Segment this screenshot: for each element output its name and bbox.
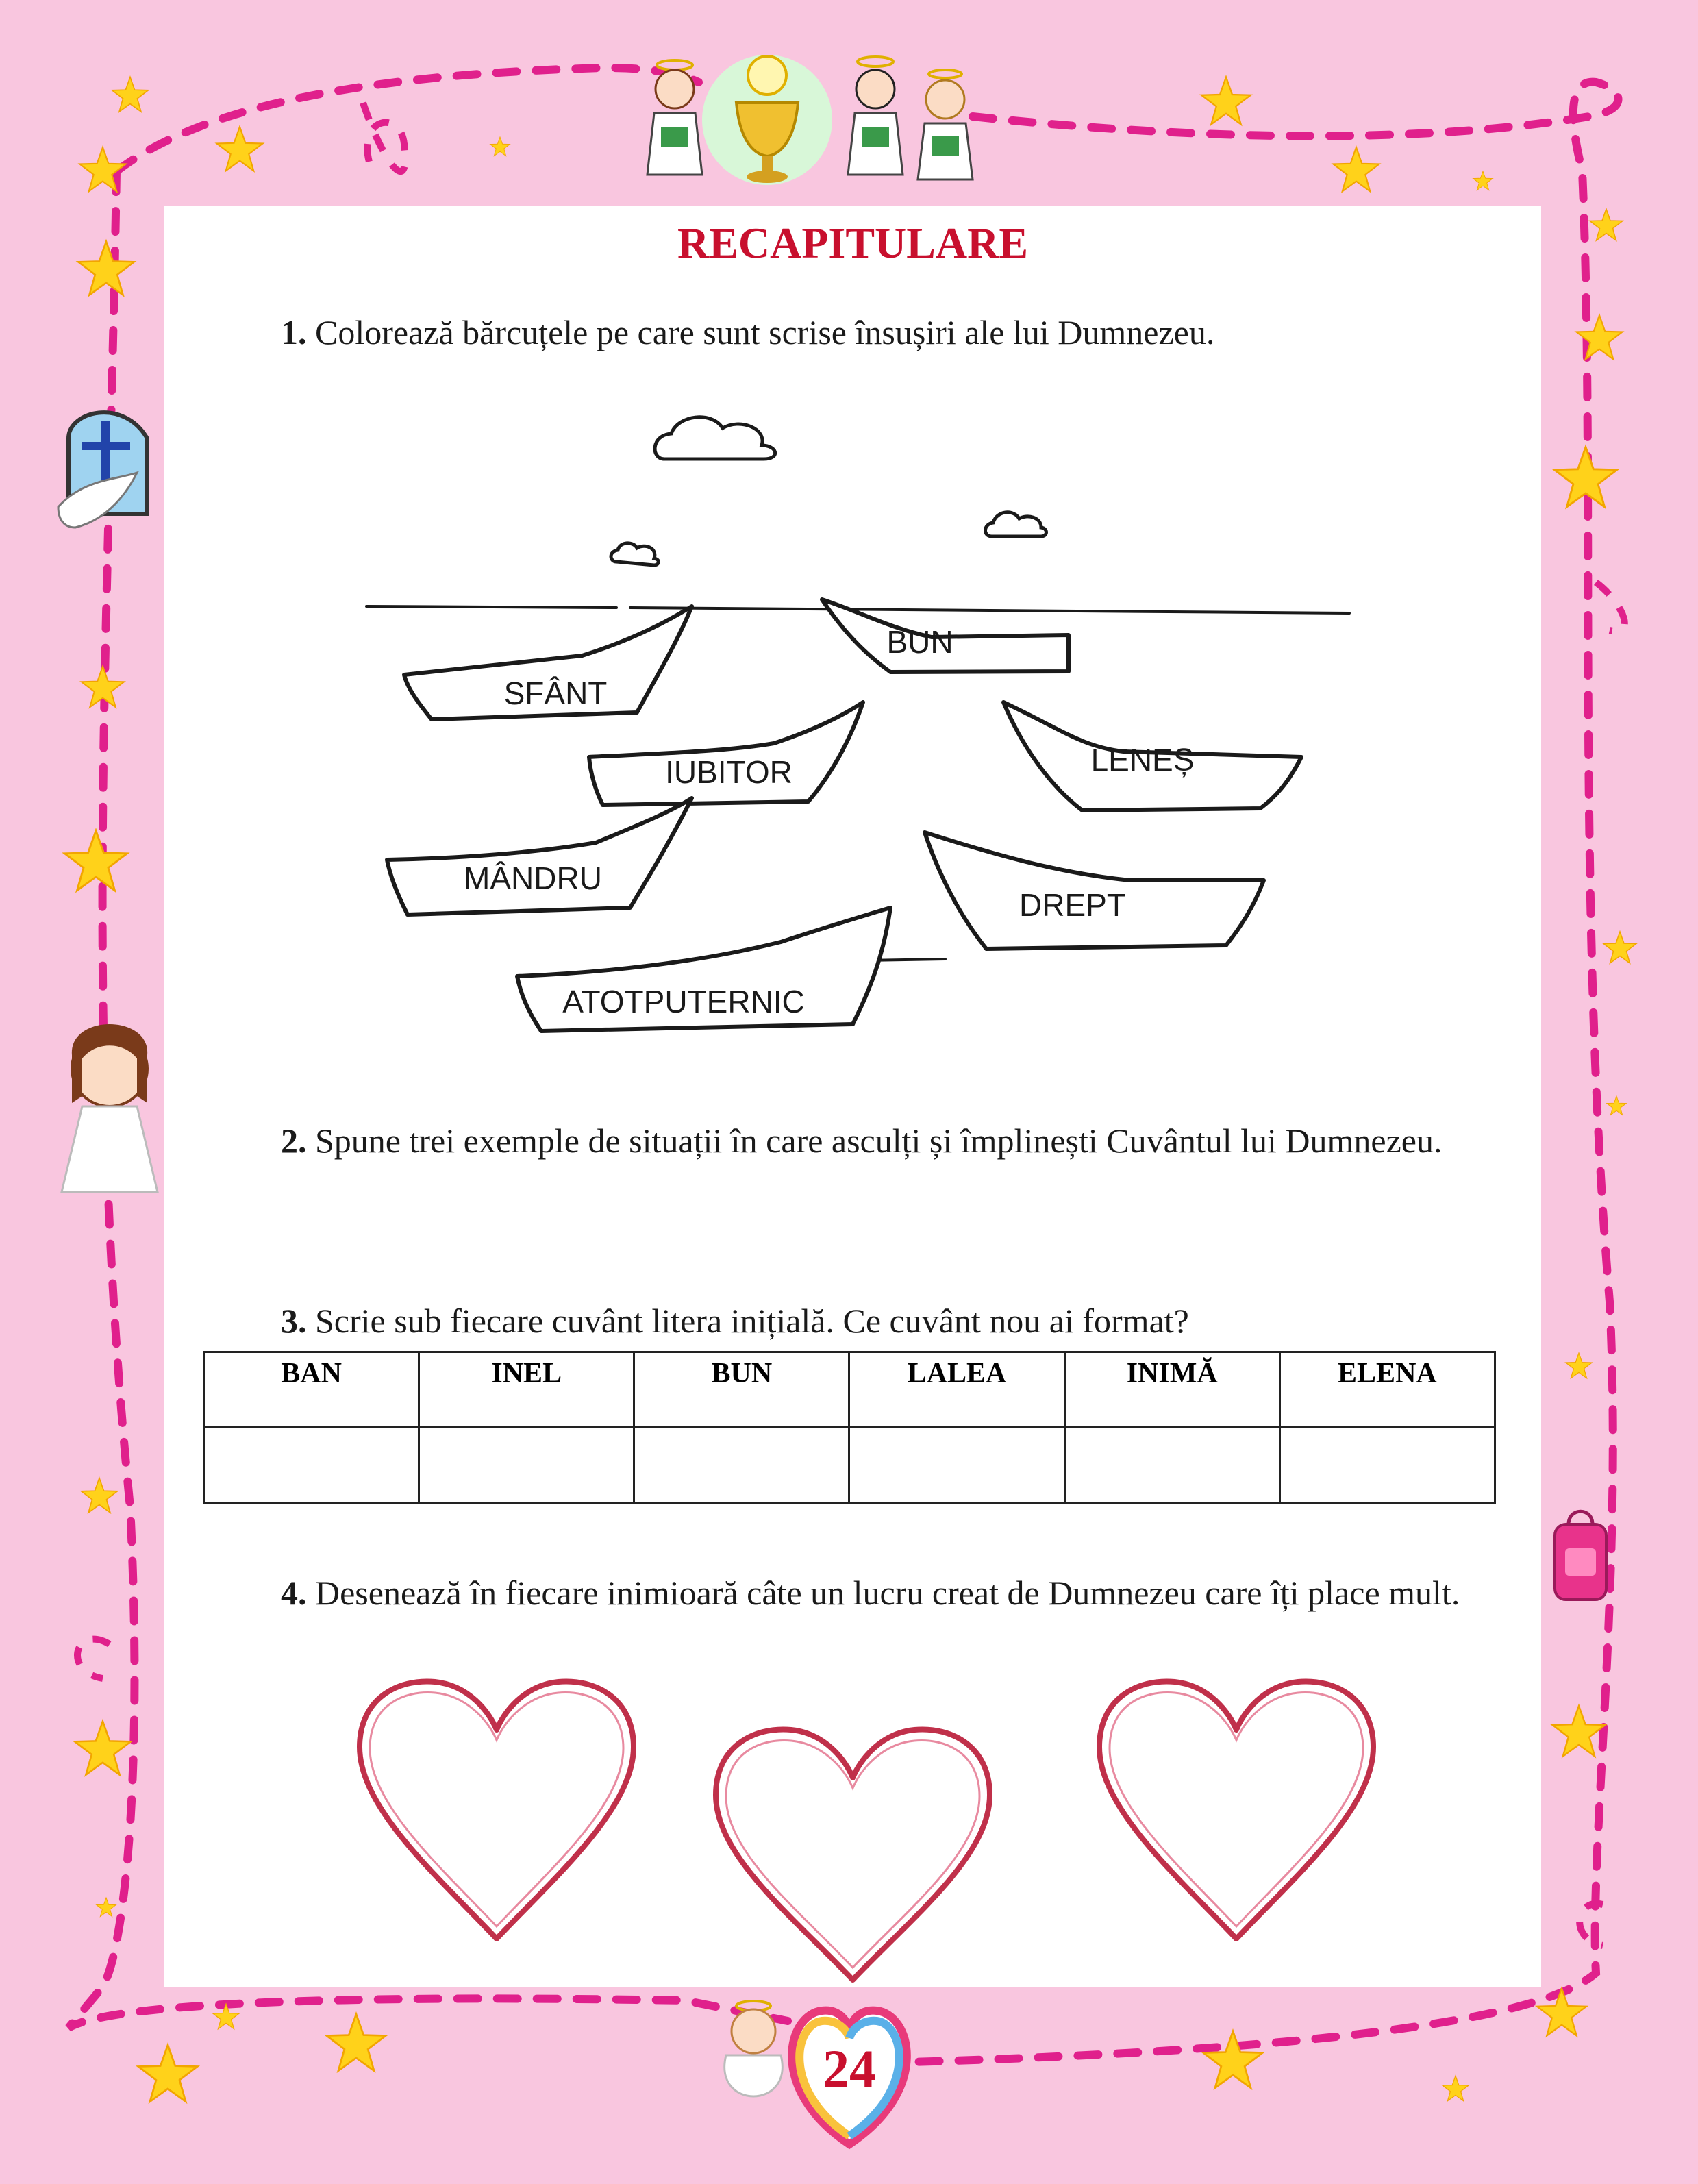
answer-cell[interactable] [419, 1428, 634, 1503]
table-word-cell: LALEA [849, 1352, 1064, 1428]
table-word-cell: INIMĂ [1064, 1352, 1279, 1428]
boat-label: DREPT [1019, 887, 1126, 923]
hearts-drawing-area [342, 1672, 1411, 1994]
star-icon [112, 77, 149, 112]
star-icon [1603, 932, 1636, 963]
boat-label: ATOTPUTERNIC [562, 984, 805, 1019]
star-icon [1566, 1353, 1592, 1378]
chalice-icon [702, 55, 832, 185]
cloud-large [655, 417, 775, 459]
task-2-text: Spune trei exemple de situații în care asculți și împlinești Cuvântul lui Dumnezeu. [306, 1121, 1443, 1160]
star-icon [216, 127, 262, 171]
table-word-cell: BUN [634, 1352, 849, 1428]
table-header-row [204, 1352, 1495, 1428]
star-icon [1443, 2076, 1469, 2101]
answer-cell[interactable] [1064, 1428, 1279, 1503]
backpack-icon [1555, 1511, 1606, 1600]
table-word-cell: ELENA [1279, 1352, 1495, 1428]
answer-cell[interactable] [204, 1428, 419, 1503]
cloud-small [985, 512, 1046, 536]
star-icon [1473, 171, 1493, 190]
heart-outline [1099, 1681, 1373, 1939]
star-icon [1607, 1096, 1627, 1115]
star-icon [97, 1898, 116, 1917]
page-number: 24 [823, 2039, 876, 2098]
star-icon [1201, 77, 1251, 125]
angel-icon [918, 70, 973, 179]
task-1-text: Colorează bărcuțele pe care sunt scrise însușiri ale lui Dumnezeu. [306, 313, 1215, 351]
task-4-text: Desenează în fiecare inimioară câte un lucru creat de Dumnezeu care îți place mult. [306, 1574, 1460, 1612]
boat-mandru [387, 798, 692, 915]
boat-label: BUN [886, 624, 953, 660]
task-3-instruction [281, 1293, 1500, 1348]
boat-label: IUBITOR [665, 754, 792, 790]
star-icon [75, 1722, 131, 1775]
task-2-number: 2. [281, 1121, 307, 1160]
star-icon [1537, 1989, 1586, 2036]
heart-outline [360, 1681, 634, 1939]
task-4-instruction [202, 1565, 1497, 1620]
page-title: RECAPITULARE [677, 219, 1029, 267]
star-icon [78, 242, 134, 295]
star-icon [1590, 209, 1623, 240]
boat-label: SFÂNT [503, 675, 608, 711]
boats-illustration [342, 401, 1356, 1086]
angel-icon [848, 57, 903, 175]
task-3-number: 3. [281, 1302, 307, 1340]
answer-cell[interactable] [849, 1428, 1064, 1503]
table-answer-row [204, 1428, 1495, 1503]
star-icon [490, 137, 510, 156]
boat-label: MÂNDRU [464, 860, 602, 896]
star-icon [64, 831, 127, 891]
task-4-number: 4. [281, 1574, 307, 1612]
girl-icon [62, 1024, 158, 1192]
heart-outline [716, 1729, 990, 1980]
task-2-instruction [202, 1113, 1497, 1168]
boat-label: LENEȘ [1090, 742, 1195, 778]
star-icon [138, 2045, 197, 2102]
star-icon [1203, 2031, 1262, 2088]
answer-cell[interactable] [634, 1428, 849, 1503]
answer-cell[interactable] [1279, 1428, 1495, 1503]
task-3-text: Scrie sub fiecare cuvânt litera inițială. Ce cuvânt nou ai format? [306, 1302, 1189, 1340]
task-1-number: 1. [281, 313, 307, 351]
table-word-cell: INEL [419, 1352, 634, 1428]
table-word-cell: BAN [204, 1352, 419, 1428]
initials-table [203, 1351, 1496, 1504]
cloud-small [611, 543, 658, 565]
task-1-instruction [281, 305, 1500, 360]
star-icon [1333, 147, 1379, 191]
star-icon [82, 1478, 118, 1513]
star-icon [327, 2014, 386, 2071]
star-icon [1553, 1706, 1606, 1757]
